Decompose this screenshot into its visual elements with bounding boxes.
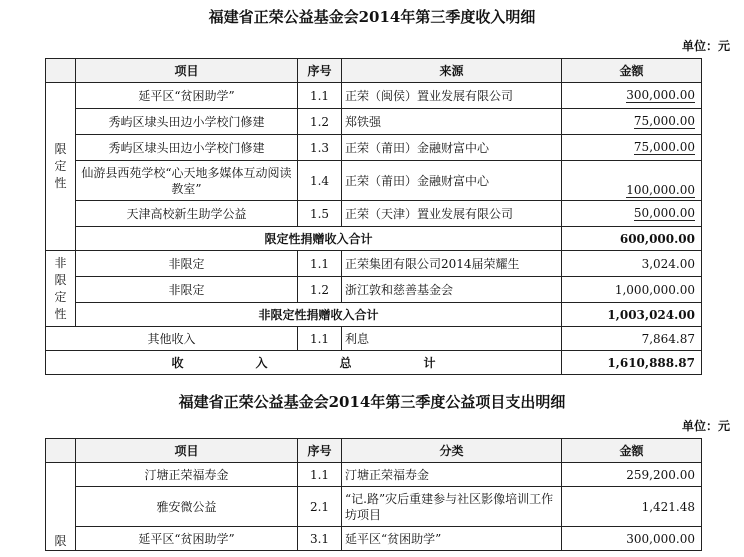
subtotal-amount: 600,000.00 — [562, 227, 702, 251]
header-amount: 金额 — [562, 439, 702, 463]
row-category: “记.路”灾后重建参与社区影像培训工作坊项目 — [342, 487, 562, 527]
table-row — [46, 161, 702, 201]
expense-unit: 单位：元 — [681, 419, 730, 433]
row-item: 秀屿区埭头田边小学校门修建 — [76, 135, 298, 161]
income-header-row — [46, 59, 702, 83]
header-source: 来源 — [342, 59, 562, 83]
table-row — [46, 109, 702, 135]
subtotal-row — [46, 303, 702, 327]
total-row — [46, 351, 702, 375]
row-no: 1.1 — [298, 83, 342, 109]
table-row — [46, 135, 702, 161]
row-source: 正荣（莆田）金融财富中心 — [342, 161, 562, 201]
row-no: 1.3 — [298, 135, 342, 161]
row-no: 1.1 — [298, 251, 342, 277]
row-amount: 50,000.00 — [633, 206, 695, 220]
row-source: 正荣（闽侯）置业发展有限公司 — [342, 83, 562, 109]
table-row — [46, 277, 702, 303]
header-blank — [46, 439, 76, 463]
row-no: 1.1 — [298, 463, 342, 487]
row-amount: 1,421.48 — [562, 487, 702, 527]
row-no: 1.4 — [298, 161, 342, 201]
table-row — [46, 463, 702, 487]
row-amount: 7,864.87 — [562, 327, 702, 351]
row-item: 秀屿区埭头田边小学校门修建 — [76, 109, 298, 135]
category-restricted: 限 定 性 — [46, 83, 76, 251]
row-amount: 75,000.00 — [633, 114, 695, 128]
row-item: 延平区“贫困助学” — [76, 83, 298, 109]
category-partial: 限 — [46, 463, 76, 551]
header-blank — [46, 59, 76, 83]
row-source: 正荣（天津）置业发展有限公司 — [342, 201, 562, 227]
row-source: 正荣集团有限公司2014届荣耀生 — [342, 251, 562, 277]
row-item: 延平区“贫困助学” — [76, 527, 298, 551]
header-item: 项目 — [76, 59, 298, 83]
table-row — [46, 327, 702, 351]
row-item: 汀塘正荣福寿金 — [76, 463, 298, 487]
row-no: 1.2 — [298, 277, 342, 303]
row-item: 其他收入 — [46, 327, 298, 351]
total-amount: 1,610,888.87 — [562, 351, 702, 375]
row-amount: 300,000.00 — [626, 88, 695, 102]
row-item: 雅安微公益 — [76, 487, 298, 527]
table-row — [46, 201, 702, 227]
expense-header-row — [46, 439, 702, 463]
row-amount: 75,000.00 — [633, 140, 695, 154]
row-source: 正荣（莆田）金融财富中心 — [342, 135, 562, 161]
row-category: 汀塘正荣福寿金 — [342, 463, 562, 487]
row-category: 延平区“贫困助学” — [342, 527, 562, 551]
row-item: 非限定 — [76, 251, 298, 277]
expense-table — [45, 438, 702, 551]
income-table — [45, 58, 702, 375]
income-unit: 单位：元 — [681, 39, 730, 53]
row-amount: 1,000,000.00 — [562, 277, 702, 303]
row-amount: 3,024.00 — [562, 251, 702, 277]
row-item: 天津高校新生助学公益 — [76, 201, 298, 227]
row-source: 浙江敦和慈善基金会 — [342, 277, 562, 303]
row-no: 3.1 — [298, 527, 342, 551]
row-source: 利息 — [342, 327, 562, 351]
row-no: 1.5 — [298, 201, 342, 227]
row-no: 1.1 — [298, 327, 342, 351]
row-amount: 259,200.00 — [562, 463, 702, 487]
row-amount: 300,000.00 — [562, 527, 702, 551]
subtotal-label: 限定性捐赠收入合计 — [76, 227, 562, 251]
table-row — [46, 251, 702, 277]
header-item: 项目 — [76, 439, 298, 463]
subtotal-label: 非限定性捐赠收入合计 — [76, 303, 562, 327]
header-category: 分类 — [342, 439, 562, 463]
total-label: 收 入 总 计 — [46, 351, 562, 375]
category-unrestricted: 非 限 定 性 — [46, 251, 76, 327]
row-no: 1.2 — [298, 109, 342, 135]
row-item: 仙游县西苑学校“心天地多媒体互动阅读教室” — [76, 161, 298, 201]
income-title: 福建省正荣公益基金会2014年第三季度收入明细 — [208, 8, 536, 26]
row-amount: 100,000.00 — [626, 183, 695, 197]
row-item: 非限定 — [76, 277, 298, 303]
row-no: 2.1 — [298, 487, 342, 527]
row-source: 郑铁强 — [342, 109, 562, 135]
header-no: 序号 — [298, 439, 342, 463]
table-row — [46, 487, 702, 527]
subtotal-row — [46, 227, 702, 251]
table-row — [46, 527, 702, 551]
expense-title: 福建省正荣公益基金会2014年第三季度公益项目支出明细 — [178, 393, 566, 411]
header-amount: 金额 — [562, 59, 702, 83]
header-no: 序号 — [298, 59, 342, 83]
table-row — [46, 83, 702, 109]
subtotal-amount: 1,003,024.00 — [562, 303, 702, 327]
